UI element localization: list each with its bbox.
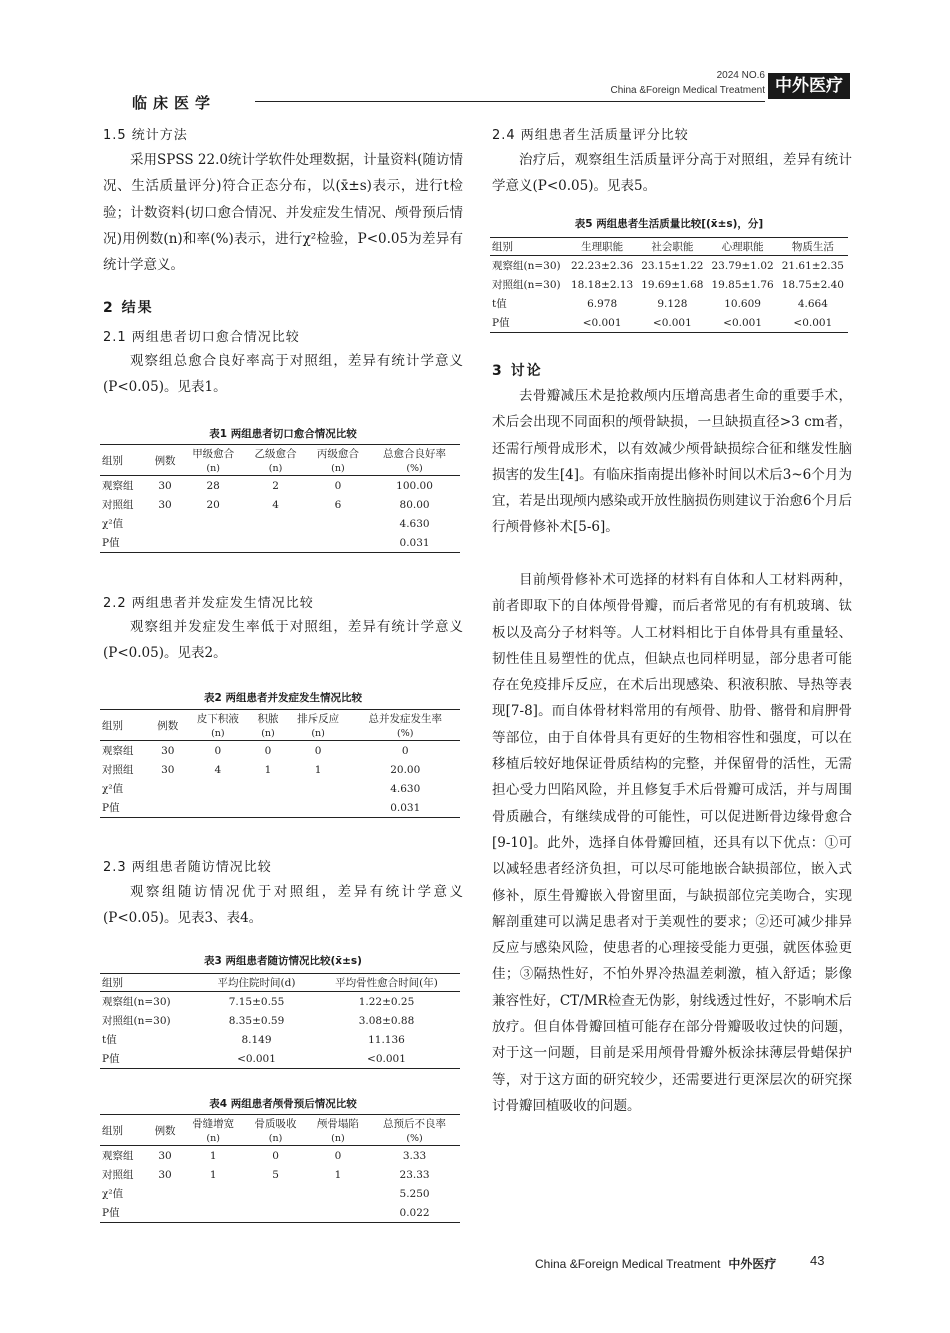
table-cell: <0.001	[582, 316, 622, 329]
table3-caption: 表3 两组患者随访情况比较(x̄±s)	[204, 955, 362, 967]
table-row	[100, 760, 460, 779]
table-row	[100, 495, 460, 514]
section-label: 临床医学	[132, 94, 217, 112]
table4-header: 总预后不良率	[383, 1118, 447, 1130]
table-row	[490, 294, 848, 313]
section-2-title: 2 结果	[103, 300, 154, 316]
table5-header: 物质生活	[791, 241, 834, 253]
table1-unit: (n)	[206, 463, 220, 474]
table-cell: 28	[206, 479, 220, 492]
table-cell: t值	[492, 298, 507, 310]
table-cell: 0.022	[399, 1206, 430, 1219]
table-cell: 4.630	[390, 782, 421, 795]
table-row	[100, 1049, 460, 1069]
table-cell: <0.001	[793, 316, 833, 329]
table3-header: 组别	[102, 977, 123, 989]
table-cell: 观察组	[102, 480, 134, 492]
table-row	[100, 1184, 460, 1203]
table2	[100, 709, 460, 818]
table1-header: 丙级愈合	[316, 448, 359, 460]
table4-unit: (n)	[206, 1133, 220, 1144]
table2-unit: (n)	[311, 728, 325, 739]
table-cell: 0	[272, 1149, 279, 1162]
table-cell: 23.79±1.02	[711, 259, 774, 272]
footer-journal	[535, 1255, 776, 1272]
section-2-2-title: 2.2 两组患者并发症发生情况比较	[103, 596, 314, 611]
table5-header: 社会职能	[651, 241, 694, 253]
table-row	[100, 476, 460, 496]
table-cell: 21.61±2.35	[781, 259, 844, 272]
table-cell: P值	[492, 317, 510, 329]
table-cell: 1	[209, 1168, 217, 1181]
section-2-4-title: 2.4 两组患者生活质量评分比较	[492, 128, 689, 143]
table-cell: 对照组(n=30)	[492, 279, 561, 291]
table4	[100, 1114, 460, 1223]
table-cell: 0	[214, 744, 222, 757]
table-cell: 19.85±1.76	[711, 278, 774, 291]
table-cell: t值	[102, 1034, 117, 1046]
table-cell: 6.978	[587, 297, 618, 310]
table-cell: <0.001	[723, 316, 763, 329]
table-cell: χ²值	[102, 518, 124, 530]
table-cell: 观察组(n=30)	[492, 260, 561, 272]
table5-header: 心理职能	[721, 241, 764, 253]
table4-header: 颅骨塌陷	[316, 1118, 359, 1130]
table-cell: 观察组	[102, 745, 134, 757]
table-row	[100, 779, 460, 798]
table-cell: <0.001	[652, 316, 692, 329]
discussion-paragraph-1: 去骨瓣减压术是抢救颅内压增高患者生命的重要手术，术后会出现不同面积的颅骨缺损，一旦缺损直径>3 cm者，还需行颅骨成形术，以有效减少颅骨缺损综合征和继发性脑损害的发生[4]。有临床指南提出修补时间以术后3~6个月为宜，若是出现颅内感染或开放性脑损伤则建议于治愈6个月后行颅骨修补术[5-6]。	[492, 388, 852, 536]
table-cell: 4.664	[797, 297, 828, 310]
table4-unit: (n)	[331, 1133, 345, 1144]
table-cell: 对照组	[102, 1169, 134, 1181]
table-cell: 30	[158, 479, 172, 492]
section-2-2-text: 观察组并发症发生率低于对照组，差异有统计学意义(P<0.05)。见表2。	[103, 619, 463, 662]
table-cell: 11.136	[368, 1033, 405, 1046]
table2-header: 总并发症发生率	[368, 713, 443, 725]
table-row	[490, 313, 848, 333]
table4-header: 骨缝增宽	[192, 1118, 235, 1130]
table-cell: <0.001	[367, 1052, 406, 1065]
table4-unit: (n)	[268, 1133, 283, 1144]
table1-header: 甲级愈合	[192, 448, 235, 460]
table-cell: 0	[401, 744, 409, 757]
table-cell: χ²值	[102, 783, 124, 795]
table-cell: 0.031	[390, 801, 421, 814]
table-cell: 30	[158, 1149, 172, 1162]
table-cell: P值	[102, 802, 120, 814]
footer-journal-cn: 中外医疗	[728, 1257, 777, 1271]
table-row	[100, 1165, 460, 1184]
table-cell: 观察组	[102, 1150, 134, 1162]
table-row	[490, 275, 848, 294]
table-cell: 0.031	[399, 536, 430, 549]
table5-header: 组别	[492, 241, 513, 253]
table-cell: 3.08±0.88	[358, 1014, 415, 1027]
footer-journal-en: China &Foreign Medical Treatment	[535, 1257, 721, 1271]
table-cell: 4	[272, 498, 279, 511]
table4-header: 骨质吸收	[254, 1118, 297, 1130]
table1-header: 总愈合良好率	[383, 448, 447, 460]
table-cell: 1	[334, 1168, 342, 1181]
table1-unit: (n)	[268, 463, 283, 474]
table-row	[100, 798, 460, 818]
table-cell: 4	[214, 763, 222, 776]
table1-caption: 表1 两组患者切口愈合情况比较	[209, 428, 357, 440]
table2-header: 皮下积液	[196, 713, 239, 725]
table-cell: P值	[102, 537, 120, 549]
table4-unit: (%)	[406, 1133, 423, 1144]
section-2-3-text: 观察组随访情况优于对照组，差异有统计学意义(P<0.05)。见表3、表4。	[103, 884, 463, 927]
table-cell: 2	[272, 479, 279, 492]
table-cell: 5.250	[399, 1187, 430, 1200]
table2-unit: (n)	[261, 728, 275, 739]
table-cell: 10.609	[724, 297, 761, 310]
table1	[100, 444, 460, 553]
table-cell: P值	[102, 1207, 120, 1219]
table-cell: 0	[264, 744, 272, 757]
table3-header: 平均住院时间(d)	[217, 977, 296, 989]
table-cell: 0	[334, 479, 342, 492]
table5-header: 生理职能	[581, 241, 624, 253]
table1-unit: (%)	[406, 463, 423, 474]
table3	[100, 973, 460, 1069]
header-rule	[255, 101, 765, 102]
section-3-title: 3 讨论	[492, 363, 543, 379]
table-cell: 30	[161, 763, 175, 776]
table-cell: 20	[206, 498, 220, 511]
table1-unit: (n)	[331, 463, 345, 474]
table-cell: 30	[158, 1168, 172, 1181]
section-2-1-text: 观察组总愈合良好率高于对照组，差异有统计学意义(P<0.05)。见表1。	[103, 353, 463, 396]
table-row	[100, 1011, 460, 1030]
table-cell: 30	[161, 744, 175, 757]
table2-header: 组别	[102, 719, 123, 732]
table-cell: 0	[314, 744, 322, 757]
table4-header: 例数	[154, 1124, 176, 1137]
table-row	[100, 533, 460, 553]
section-2-1-title: 2.1 两组患者切口愈合情况比较	[103, 330, 300, 345]
table-cell: P值	[102, 1053, 120, 1065]
page-number: 43	[810, 1253, 825, 1268]
table-cell: 80.00	[399, 498, 430, 511]
section-1-5-text: 采用SPSS 22.0统计学软件处理数据，计量资料(随访情况、生活质量评分)符合正态分布，以(x̄±s)表示，进行t检验；计数资料(切口愈合情况、并发症发生情况、颅骨预后情况)用例数(n)和率(%)表示，进行χ²检验，P<0.05为差异有统计学意义。	[103, 152, 463, 274]
table-cell: 4.630	[399, 517, 430, 530]
table1-header: 例数	[154, 454, 176, 467]
table-row	[100, 1030, 460, 1049]
table5	[490, 237, 848, 333]
table-cell: 3.33	[402, 1149, 427, 1162]
table-cell: 22.23±2.36	[570, 259, 634, 272]
section-1-5-title: 1.5 统计方法	[103, 128, 188, 143]
table-cell: 1	[264, 763, 272, 776]
table4-header: 组别	[102, 1124, 123, 1137]
table-cell: 7.15±0.55	[228, 995, 285, 1008]
section-2-3-title: 2.3 两组患者随访情况比较	[103, 860, 272, 875]
table-cell: 观察组(n=30)	[102, 996, 171, 1008]
table5-caption: 表5 两组患者生活质量比较[(x̄±s)，分]	[574, 218, 764, 230]
table-cell: 对照组(n=30)	[102, 1015, 171, 1027]
table-cell: 18.18±2.13	[570, 278, 634, 291]
table2-header: 排斥反应	[297, 713, 340, 725]
table-cell: 8.35±0.59	[228, 1014, 285, 1027]
table-cell: 100.00	[396, 479, 433, 492]
table-cell: 23.15±1.22	[641, 259, 704, 272]
table-cell: 9.128	[657, 297, 688, 310]
table-cell: 0	[334, 1149, 342, 1162]
table2-caption: 表2 两组患者并发症发生情况比较	[204, 692, 362, 704]
table1-header: 组别	[102, 454, 123, 467]
table-row	[100, 741, 460, 761]
table-cell: 19.69±1.68	[641, 278, 704, 291]
table-row	[100, 1146, 460, 1166]
discussion-paragraph-2: 目前颅骨修补术可选择的材料有自体和人工材料两种，前者即取下的自体颅骨骨瓣，而后者常见的有有机玻璃、钛板以及高分子材料等。人工材料相比于自体骨具有重量轻、韧性佳且易塑性的优点，但缺点也同样明显，部分患者可能存在免疫排斥反应，在术后出现感染、积液积脓、导热等表现[7-8]。而自体骨材料常用的有颅骨、肋骨、髂骨和肩胛骨等部位，由于自体骨具有更好的生物相容性和强度，可以在移植后较好地保证骨质结构的完整，并保留骨的活性，无需担心受力凹陷风险，并且修复手术后骨瓣可成活，并与周围骨质融合，有继续成骨的可能性，可以促进断骨边缘骨愈合[9-10]。此外，选择自体骨瓣回植，还具有以下优点：①可以减轻患者经济负担，可以尽可能地嵌合缺损部位，嵌入式修补，原生骨瓣嵌入骨窗里面，与缺损部位完美吻合，实现解剖重建可以满足患者对于美观性的要求；②还可减少排异反应与感染风险，使患者的心理接受能力更强，就医体验更佳；③隔热性好，不怕外界冷热温差刺激，植入舒适；影像兼容性好，CT/MR检查无伪影，射线透过性好，不影响术后放疗。但自体骨瓣回植可能存在部分骨瓣吸收过快的问题，对于这一问题，目前是采用颅骨骨瓣外板涂抹薄层骨蜡保护等，对于这方面的研究较少，还需要进行更深层次的研究探讨骨瓣回植吸收的问题。	[492, 572, 852, 1114]
table-row	[100, 514, 460, 533]
table2-header: 积脓	[257, 713, 279, 725]
table-cell: 18.75±2.40	[781, 278, 844, 291]
table-cell: <0.001	[237, 1052, 276, 1065]
table-row	[490, 256, 848, 276]
table-cell: 5	[272, 1168, 279, 1181]
table4-caption: 表4 两组患者颅骨预后情况比较	[209, 1098, 357, 1110]
table-cell: 1	[314, 763, 322, 776]
table3-header: 平均骨性愈合时间(年)	[335, 977, 438, 989]
issue-number: 2024 NO.6	[716, 70, 765, 81]
table2-header: 例数	[157, 719, 179, 732]
table-cell: 对照组	[102, 764, 134, 776]
table-cell: χ²值	[102, 1188, 124, 1200]
table-cell: 20.00	[390, 763, 421, 776]
table-cell: 1	[209, 1149, 217, 1162]
table-row	[100, 1203, 460, 1223]
journal-name-en: China &Foreign Medical Treatment	[610, 85, 765, 96]
table-row	[100, 992, 460, 1012]
table-cell: 对照组	[102, 499, 134, 511]
table-cell: 30	[158, 498, 172, 511]
table2-unit: (n)	[211, 728, 225, 739]
table2-unit: (%)	[397, 728, 414, 739]
table-cell: 8.149	[241, 1033, 272, 1046]
table-cell: 6	[334, 498, 342, 511]
journal-logo: 中外医疗	[768, 73, 850, 99]
table-cell: 23.33	[399, 1168, 430, 1181]
table-cell: 1.22±0.25	[358, 995, 415, 1008]
table1-header: 乙级愈合	[254, 448, 297, 460]
section-2-4-text: 治疗后，观察组生活质量评分高于对照组，差异有统计学意义(P<0.05)。见表5。	[492, 152, 852, 195]
